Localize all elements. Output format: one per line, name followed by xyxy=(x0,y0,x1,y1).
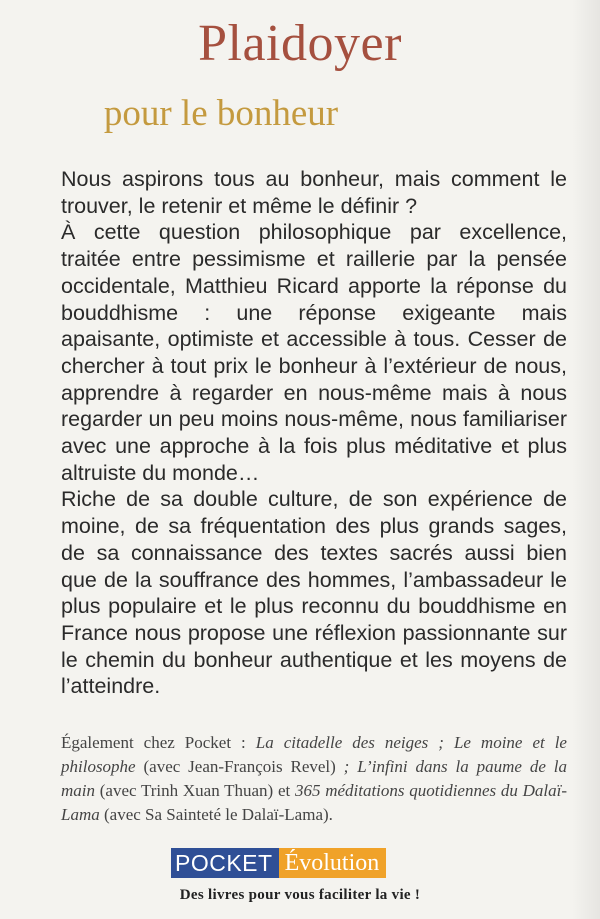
evolution-logo-text: Évolution xyxy=(279,848,387,878)
separator: ; xyxy=(335,757,358,776)
description-paragraph-2: À cette question philosophique par excellence, traitée entre pessimisme et raillerie par la pensée occidentale, Matthieu Ricard apporte la réponse du bouddhisme : une réponse exigeante mais apaisante, optimiste et accessible à tous. Cesser de chercher à tout prix le bonheur à l’extérieur de nous, apprendre à regarder en nous-même mais à nous regarder un peu moins nous-même, nous familiariser avec une approche à la fois plus méditative et plus altruiste du monde… xyxy=(61,220,567,485)
description-paragraph-1: Nous aspirons tous au bonheur, mais comment le trouver, le retenir et même le définir ? xyxy=(61,167,567,218)
separator: ; xyxy=(428,733,454,752)
also-intro: Également chez Pocket : xyxy=(61,733,256,752)
book-title: Plaidoyer xyxy=(198,15,402,72)
publisher-tagline: Des livres pour vous faciliter la vie ! xyxy=(179,887,421,903)
book-title-infini: L’infini dans la paume de la main xyxy=(61,757,567,800)
coauthor-thuan: (avec Trinh Xuan Thuan) et xyxy=(95,781,295,800)
book-subtitle: pour le bonheur xyxy=(103,93,339,134)
description-paragraph-3: Riche de sa double culture, de son expérience de moine, de sa fréquentation des plus grands sages, de sa connaissance des textes sacrés aussi bien que de la souffrance des hommes, l’ambassadeur le plus populaire et le plus reconnu du bouddhisme en France nous propose une réflexion passionnante sur le chemin du bonheur authentique et les moyens de l’atteindre. xyxy=(61,487,567,699)
also-available-note xyxy=(61,731,567,827)
back-cover-description xyxy=(61,166,567,700)
page-edge-shadow xyxy=(572,0,600,919)
coauthor-revel: (avec Jean-François Revel) xyxy=(135,757,336,776)
coauthor-dalai-lama: (avec Sa Sainteté le Dalaï-Lama). xyxy=(99,805,333,824)
book-title-moine: Le moine et le philosophe xyxy=(61,733,567,776)
pocket-logo-text: POCKET xyxy=(171,848,279,878)
book-title-meditations: 365 méditations quotidiennes du Dalaï-Lama xyxy=(61,781,567,824)
book-title-citadelle: La citadelle des neiges xyxy=(255,733,429,752)
pocket-evolution-logo xyxy=(171,848,386,878)
